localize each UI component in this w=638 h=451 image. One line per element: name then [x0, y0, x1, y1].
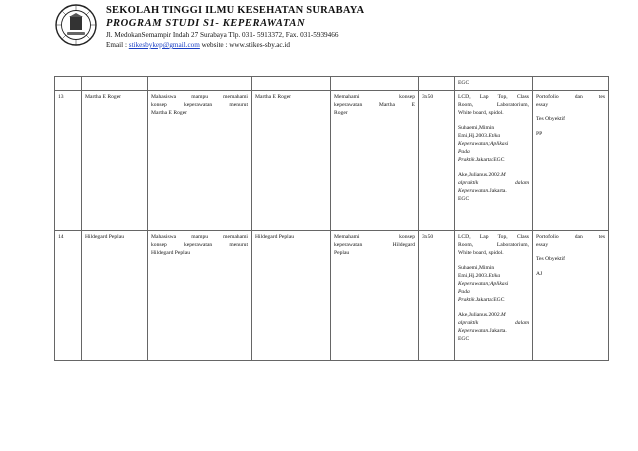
institution-logo [55, 4, 97, 46]
evaluation-cell: Portofolio dan tes essay Tes Obyektif PP [533, 91, 609, 231]
time-cell: 3x50 [419, 91, 455, 231]
time-cell: 3x50 [419, 231, 455, 361]
competency-cell: Mahasiswa mampu memahami konsep keperawatan menurut Martha E Roger [148, 91, 252, 231]
competency-cell: Mahasiswa mampu memahami konsep keperawatan menurut Hildegard Peplau [148, 231, 252, 361]
table-row [55, 231, 609, 361]
media-reference-cell: LCD, Lap Top, Class Room, Laboratorium, White board, spidol. Suhaemi,Mimin Emi,Hj.2003.Etika Keperawatan;Aplikasi Pada Praktik.Jakarta:EGC Ake,Julianus.2002.M alpraktik dalam Keperawatan.Jakarta. EGC [455, 231, 533, 361]
theorist-name: Martha E Roger [82, 91, 148, 231]
letterhead [106, 4, 606, 50]
table-cell: EGC [455, 77, 533, 91]
address-line: Jl. MedokanSemampir Indah 27 Surabaya Tlp. 031- 5913372, Fax. 031-5939466 [106, 31, 339, 39]
table-row [55, 91, 609, 231]
website-text: website : www.stikes-sby.ac.id [199, 41, 290, 49]
indicator-cell: Memahami konsep keperawatan Hildegard Peplau [331, 231, 419, 361]
topic-cell: Martha E Roger [252, 91, 331, 231]
topic-cell: Hildegard Peplau [252, 231, 331, 361]
indicator-cell: Memahami konsep keperawatan Martha E Roger [331, 91, 419, 231]
theorist-name: Hildegard Peplau [82, 231, 148, 361]
institution-name: SEKOLAH TINGGI ILMU KESEHATAN SURABAYA [106, 5, 365, 16]
email-link[interactable]: stikesbykep@gmail.com [128, 41, 200, 49]
row-number: 13 [55, 91, 82, 231]
email-label: Email : [106, 41, 129, 49]
media-reference-cell: LCD, Lap Top, Class Room, Laboratorium, White board, spidol. Suhaemi,Mimin Emi,Hj.2003.Etika Keperawatan;Aplikasi Pada Praktik.Jakarta:EGC Ake,Julianus.2002.M alpraktik dalam Keperawatan.Jakarta. EGC [455, 91, 533, 231]
row-number: 14 [55, 231, 82, 361]
table-row [55, 77, 609, 91]
evaluation-cell: Portofolio dan tes essay Tes Obyektif AJ [533, 231, 609, 361]
contact-line [106, 40, 606, 50]
syllabus-table [54, 76, 609, 361]
program-name: PROGRAM STUDI S1- KEPERAWATAN [106, 18, 306, 29]
